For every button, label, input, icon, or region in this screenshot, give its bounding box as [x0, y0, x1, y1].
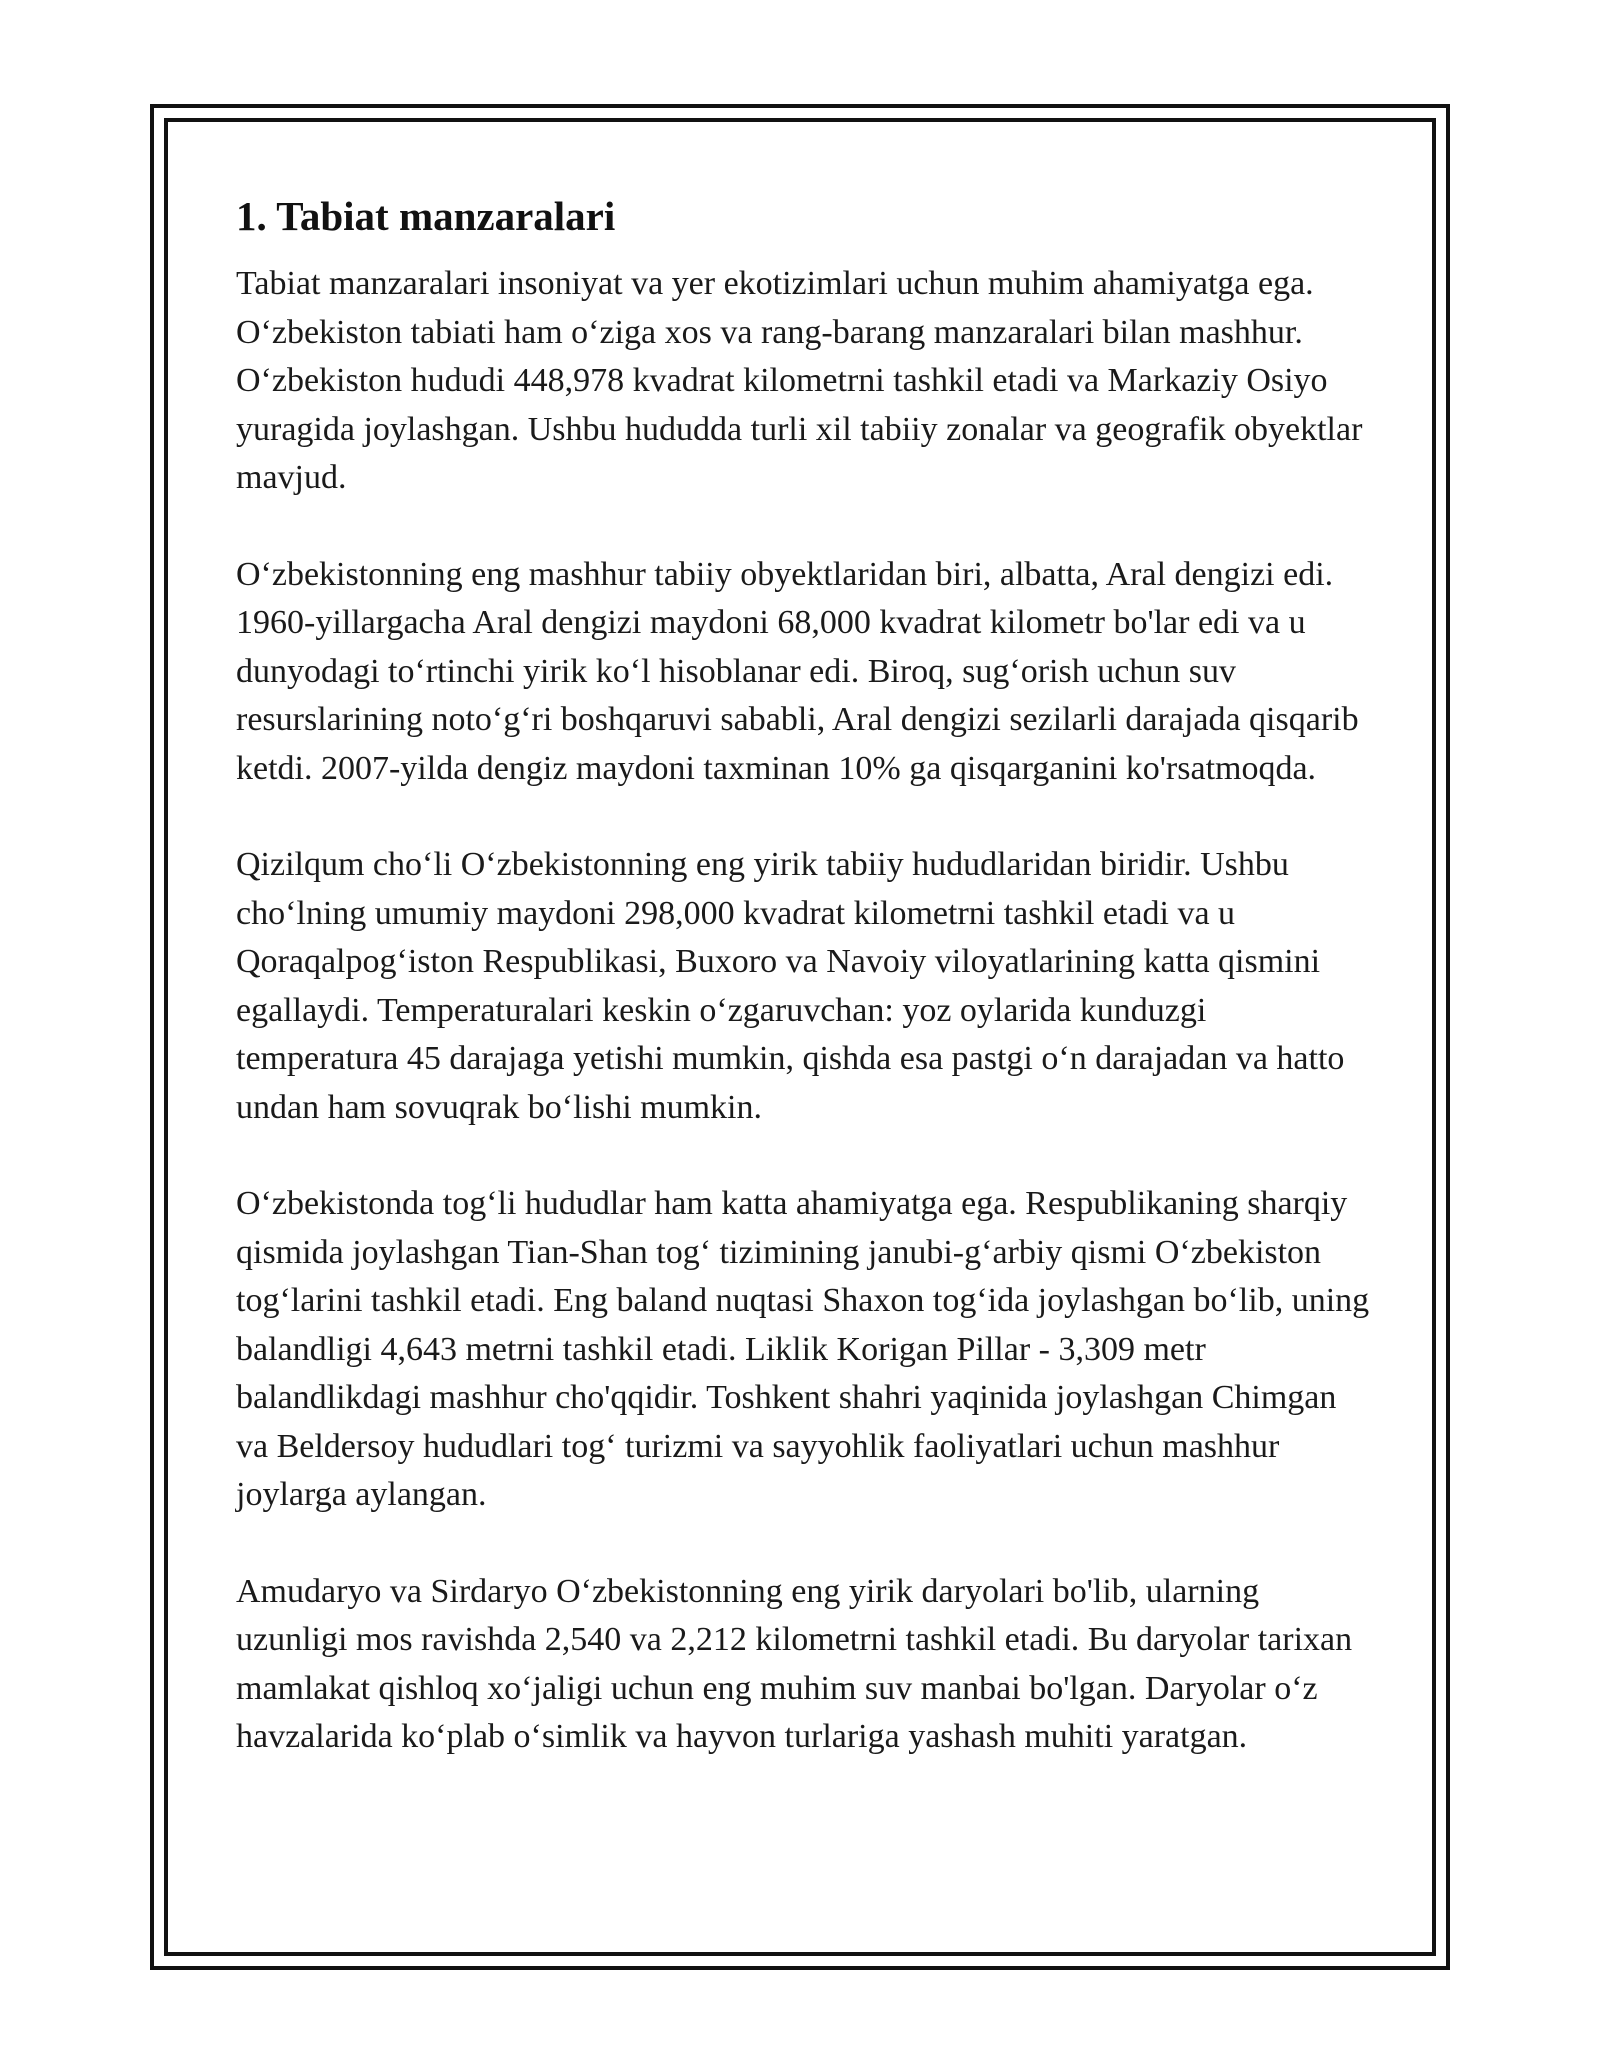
paragraph-mountains: O‘zbekistonda tog‘li hududlar ham katta ahamiyatga ega. Respublikaning sharqiy qismida joylashgan Tian-Shan tog‘ tizimining janubi-g‘arbiy qismi O‘zbekiston tog‘larini tashkil etadi. Eng baland nuqtasi Shaxon tog‘ida joylashgan bo‘lib, uning balandligi 4,643 metrni tashkil etadi. Liklik Korigan Pillar - 3,309 metr balandlikdagi mashhur cho'qqidir. Toshkent shahri yaqinida joylashgan Chimgan va Beldersoy hududlari tog‘ turizmi va sayyohlik faoliyatlari uchun mashhur joylarga aylangan.	[236, 1185, 1370, 1513]
paragraph-intro: Tabiat manzaralari insoniyat va yer ekotizimlari uchun muhim ahamiyatga ega. O‘zbekiston tabiati ham o‘ziga xos va rang-barang manzaralari bilan mashhur. O‘zbekiston hududi 448,978 kvadrat kilometrni tashkil etadi va Markaziy Osiyo yuragida joylashgan. Ushbu hududda turli xil tabiiy zonalar va geografik obyektlar mavjud.	[236, 265, 1363, 496]
paragraph-aral-sea: O‘zbekistonning eng mashhur tabiiy obyektlaridan biri, albatta, Aral dengizi edi. 1960-yillargacha Aral dengizi maydoni 68,000 kvadrat kilometr bo'lar edi va u dunyodagi to‘rtinchi yirik ko‘l hisoblanar edi. Biroq, sug‘orish uchun suv resurslarining noto‘g‘ri boshqaruvi sababli, Aral dengizi sezilarli darajada qisqarib ketdi. 2007-yilda dengiz maydoni taxminan 10% ga qisqarganini ko'rsatmoqda.	[236, 555, 1359, 787]
document-content	[236, 190, 1376, 1762]
section-title: 1. Tabiat manzaralari	[236, 193, 616, 239]
paragraph-kyzylkum: Qizilqum cho‘li O‘zbekistonning eng yirik tabiiy hududlaridan biridir. Ushbu cho‘lning umumiy maydoni 298,000 kvadrat kilometrni tashkil etadi va u Qoraqalpog‘iston Respublikasi, Buxoro va Navoiy viloyatlarining katta qismini egallaydi. Temperaturalari keskin o‘zgaruvchan: yoz oylarida kunduzgi temperatura 45 darajaga yetishi mumkin, qishda esa pastgi o‘n darajadan va hatto undan ham sovuqrak bo‘lishi mumkin.	[236, 846, 1345, 1126]
paragraph-rivers: Amudaryo va Sirdaryo O‘zbekistonning eng yirik daryolari bo'lib, ularning uzunligi mos ravishda 2,540 va 2,212 kilometrni tashkil etadi. Bu daryolar tarixan mamlakat qishloq xo‘jaligi uchun eng muhim suv manbai bo'lgan. Daryolar o‘z havzalarida ko‘plab o‘simlik va hayvon turlariga yashash muhiti yaratgan.	[236, 1572, 1353, 1755]
